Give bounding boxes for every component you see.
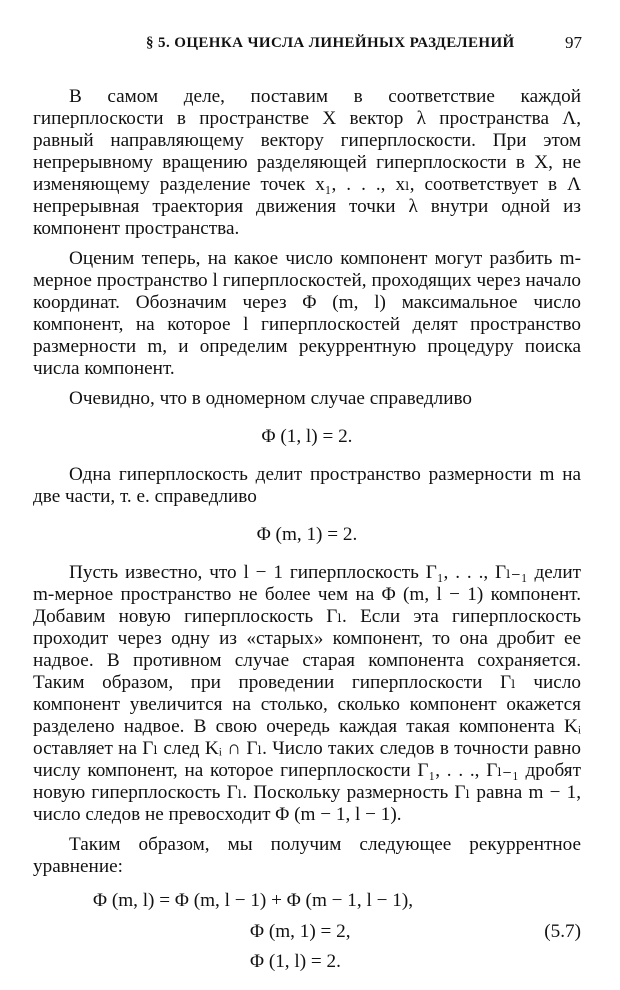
- system-line-2: Φ (m, 1) = 2,: [250, 921, 351, 942]
- equation-phi-m-1: Φ (m, 1) = 2.: [256, 524, 358, 545]
- paragraph-4: Одна гиперплоскость делит пространство размерности m на две части, т. е. справедливо: [33, 464, 581, 507]
- page-body: [33, 86, 581, 980]
- paragraph-5: Пусть известно, что l − 1 гиперплоскость Γ₁, . . ., Γₗ₋₁ делит m-мерное пространство не более чем на Φ (m, l − 1) компонент. Добавим новую гиперплоскость Γₗ. Если эта гиперплоскость проходит через одну из «старых» компонент, то она дробит ее надвое. В противном случае старая компонента сохраняется. Таким образом, при проведении гиперплоскости Γₗ число компонент увеличится на столько, сколько компонент окажется разделено надвое. В свою очередь каждая такая компонента Kᵢ оставляет на Γₗ след Kᵢ ∩ Γₗ. Число таких следов в точности равно числу компонент, на которое гиперплоскости Γ₁, . . ., Γₗ₋₁ дробят новую гиперплоскость Γₗ. Поскольку размерность Γₗ равна m − 1, число следов не превосходит Φ (m − 1, l − 1).: [33, 562, 581, 825]
- section-title: § 5. ОЦЕНКА ЧИСЛА ЛИНЕЙНЫХ РАЗДЕЛЕНИЙ: [146, 35, 515, 51]
- equation-number: (5.7): [544, 921, 581, 942]
- page-number: 97: [565, 33, 582, 52]
- paragraph-1: В самом деле, поставим в соответствие каждой гиперплоскости в пространстве X вектор λ пространства Λ, равный направляющему вектору гиперплоскости. При этом непрерывному вращению разделяющей гиперплоскости в X, не изменяющему разделение точек x₁, . . ., xₗ, соответствует в Λ непрерывная траектория движения точки λ внутри одной из компонент пространства.: [33, 86, 581, 239]
- paragraph-3: Очевидно, что в одномерном случае справедливо: [69, 388, 472, 409]
- system-line-3: Φ (1, l) = 2.: [250, 951, 341, 972]
- equation-system-5-7: [33, 890, 581, 980]
- paragraph-6: Таким образом, мы получим следующее рекуррентное уравнение:: [33, 834, 581, 877]
- system-line-1: Φ (m, l) = Φ (m, l − 1) + Φ (m − 1, l − 1),: [93, 890, 414, 911]
- running-header: [66, 32, 582, 54]
- paragraph-2: Оценим теперь, на какое число компонент могут разбить m-мерное пространство l гиперплоскостей, проходящих через начало координат. Обозначим через Φ (m, l) максимальное число компонент, на которое l гиперплоскостей делят пространство размерности m, и определим рекуррентную процедуру поиска числа компонент.: [33, 248, 581, 379]
- equation-phi-1-l: Φ (1, l) = 2.: [261, 426, 353, 447]
